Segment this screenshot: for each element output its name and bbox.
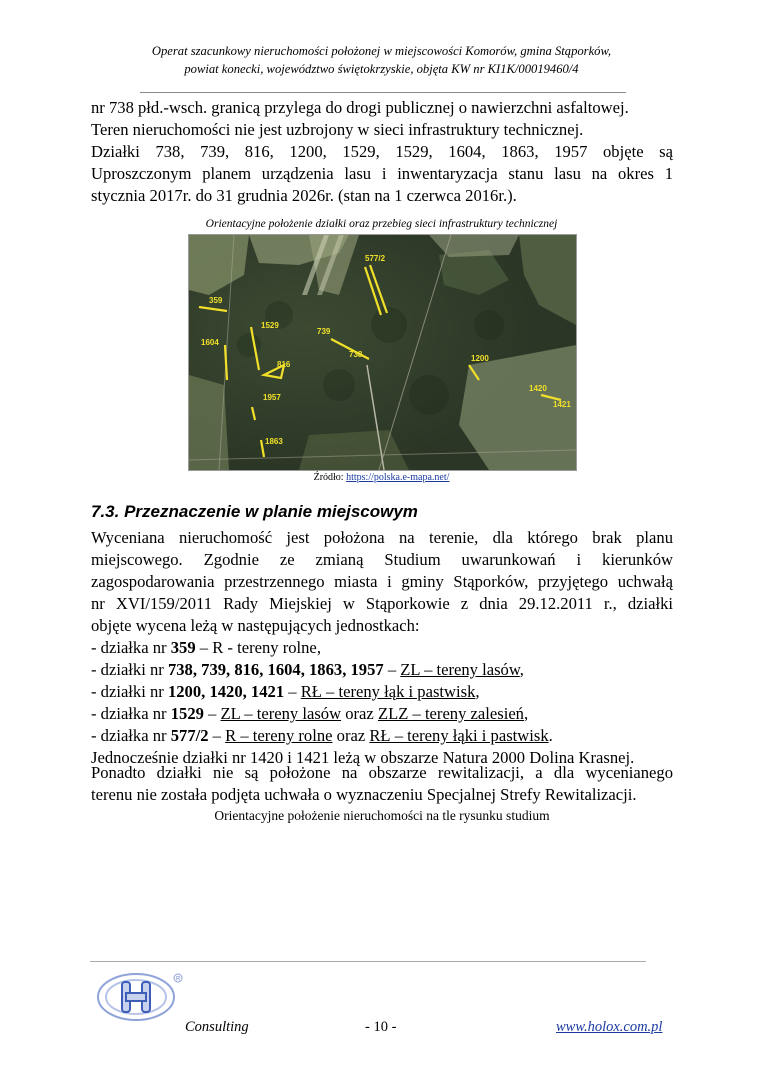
list-item: - działka nr 1529 – ZL – tereny lasów oraz ZLZ – tereny zalesień, bbox=[91, 704, 529, 723]
section-paragraph bbox=[91, 527, 673, 637]
section-line: nr XVI/159/2011 Rady Miejskiej w Stąporkowie z dnia 29.12.2011 r., działki bbox=[91, 594, 673, 613]
header-line-1: Operat szacunkowy nieruchomości położonej w miejscowości Komorów, gmina Stąporków, bbox=[151, 44, 612, 58]
list-item: - działka nr 577/2 – R – tereny rolne oraz RŁ – tereny łąki i pastwisk. bbox=[91, 726, 553, 745]
map-caption: Orientacyjne położenie działki oraz przebieg sieci infrastruktury technicznej bbox=[205, 218, 558, 230]
plot-label-1421: 1421 bbox=[553, 400, 571, 409]
plot-label-1529: 1529 bbox=[261, 321, 279, 330]
map-image bbox=[189, 235, 576, 470]
intro-paragraph bbox=[91, 97, 673, 207]
source-link[interactable]: https://polska.e-mapa.net/ bbox=[346, 472, 450, 483]
header-divider bbox=[140, 92, 626, 93]
list-item: - działka nr 359 – R - tereny rolne, bbox=[91, 638, 321, 657]
plot-label-577-2: 577/2 bbox=[365, 254, 386, 263]
section-line: Wyceniana nieruchomość jest położona na terenie, dla którego brak planu bbox=[91, 528, 673, 547]
map-source bbox=[188, 472, 575, 483]
intro-line: nr 738 płd.-wsch. granicą przylega do drogi publicznej o nawierzchni asfaltowej. bbox=[91, 98, 629, 117]
source-prefix: Źródło: bbox=[313, 472, 347, 483]
intro-line: stycznia 2017r. do 31 grudnia 2026r. (stan na 1 czerwca 2016r.). bbox=[91, 186, 517, 205]
svg-text:R: R bbox=[176, 976, 181, 983]
holox-logo bbox=[96, 970, 186, 1027]
header-line-2: powiat konecki, województwo świętokrzyskie, objęta KW nr KI1K/00019460/4 bbox=[184, 62, 579, 76]
zoning-list bbox=[91, 637, 673, 769]
footer-divider bbox=[90, 961, 646, 962]
section-heading: 7.3. Przeznaczenie w planie miejscowym bbox=[91, 502, 418, 521]
intro-line: Działki 738, 739, 816, 1200, 1529, 1529, 1604, 1863, 1957 objęte są bbox=[91, 142, 673, 161]
study-caption: Orientacyjne położenie nieruchomości na tle rysunku studium bbox=[214, 808, 550, 823]
document-header bbox=[90, 42, 673, 78]
footer-website-link[interactable]: www.holox.com.pl bbox=[556, 1019, 663, 1035]
section-line: objęte wycena leżą w następujących jednostkach: bbox=[91, 616, 420, 635]
plot-label-816: 816 bbox=[277, 360, 291, 369]
plot-label-739: 739 bbox=[317, 327, 331, 336]
plot-label-1863: 1863 bbox=[265, 437, 283, 446]
plot-label-359: 359 bbox=[209, 296, 223, 305]
list-item: - działki nr 1200, 1420, 1421 – RŁ – tereny łąk i pastwisk, bbox=[91, 682, 480, 701]
revital-line: terenu nie została podjęta uchwała o wyznaczeniu Specjalnej Strefy Rewitalizacji. bbox=[91, 785, 637, 804]
intro-line: Uproszczonym planem urządzenia lasu i inwentaryzacja stanu lasu na okres 1 bbox=[91, 164, 673, 183]
list-item: - działki nr 738, 739, 816, 1604, 1863, 1957 – ZL – tereny lasów, bbox=[91, 660, 524, 679]
plot-label-1200: 1200 bbox=[471, 354, 489, 363]
intro-line: Teren nieruchomości nie jest uzbrojony w sieci infrastruktury technicznej. bbox=[91, 120, 584, 139]
section-line: zagospodarowania przestrzennego miasta i gminy Stąporków, przyjętego uchwałą bbox=[91, 572, 673, 591]
plot-label-738: 738 bbox=[349, 350, 363, 359]
plot-label-1420: 1420 bbox=[529, 384, 547, 393]
satellite-map bbox=[188, 234, 577, 471]
plot-label-1604: 1604 bbox=[201, 338, 219, 347]
plot-label-1957: 1957 bbox=[263, 393, 281, 402]
revital-line: Ponadto działki nie są położone na obszarze rewitalizacji, a dla wycenianego bbox=[91, 763, 673, 782]
page-number: - 10 - bbox=[365, 1019, 397, 1035]
revitalization-paragraph bbox=[91, 762, 673, 806]
natura-note: Jednocześnie działki nr 1420 i 1421 leżą w obszarze Natura 2000 Dolina Krasnej. bbox=[91, 748, 635, 767]
footer-consulting: Consulting bbox=[185, 1019, 249, 1035]
section-line: miejscowego. Zgodnie ze zmianą Studium uwarunkowań i kierunków bbox=[91, 550, 673, 569]
